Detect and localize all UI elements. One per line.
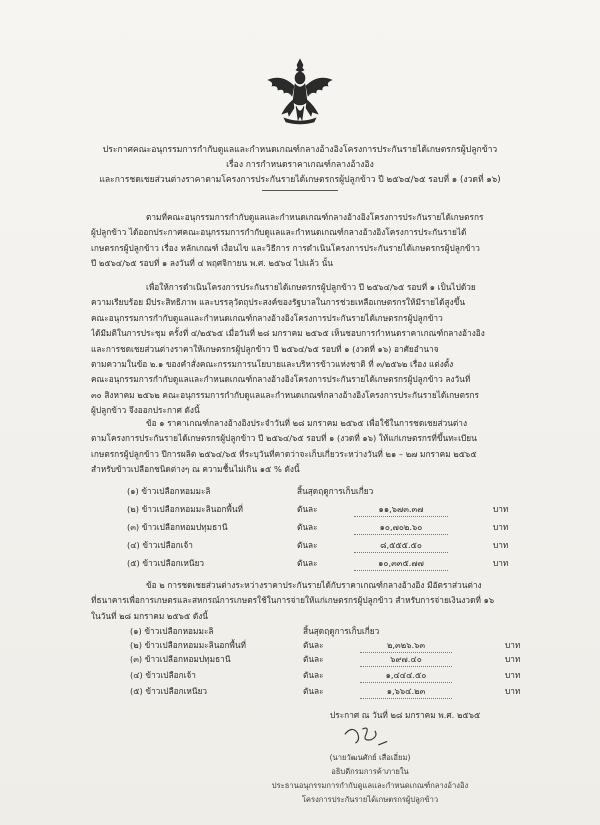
row-number: (๕) [130, 686, 143, 696]
text-line: ผู้ปลูกข้าว จึงออกประกาศ ดังนี้ [91, 405, 200, 416]
text-line: ตามที่คณะอนุกรรมการกำกับดูแลและกำหนดเกณฑ์กลางอ้างอิงโครงการประกันรายได้เกษตรกร [146, 212, 484, 222]
price-value: ๘,๕๕๕.๕๐ [354, 538, 448, 553]
text-line: ข้อ ๒ การชดเชยส่วนต่างระหว่างราคาประกันรายได้กับราคาเกณฑ์กลางอ้างอิง มีอัตราส่วนต่าง [146, 580, 482, 590]
signatory-project: โครงการประกันรายได้เกษตรกรผู้ปลูกข้าว [301, 795, 439, 804]
rice-name: ข้าวเปลือกเจ้า [145, 670, 196, 680]
rice-type [130, 684, 207, 698]
announcement-title: ประกาศคณะอนุกรรมการกำกับดูแลและกำหนดเกณฑ์กลางอ้างอิงโครงการประกันรายได้เกษตรกรผู้ปลูกข้าว [102, 145, 498, 155]
currency: บาท [493, 522, 509, 532]
text-line: ๓๐ สิงหาคม ๒๕๖๒ คณะอนุกรรมการกำกับดูแลและกำหนดเกณฑ์กลางอ้างอิงโครงการประกันรายได้เกษตรกร [91, 389, 479, 400]
price-unit: ตันละ [303, 654, 324, 664]
currency: บาท [493, 504, 509, 514]
price-unit: สิ้นสุดฤดูการเก็บเกี่ยว [303, 626, 380, 636]
price-unit: ตันละ [297, 504, 318, 514]
text-line: ข้อ ๑ ราคาเกณฑ์กลางอ้างอิงประจำวันที่ ๒๘ มกราคม ๒๕๖๕ เพื่อใช้ในการชดเชยส่วนต่าง [146, 418, 468, 428]
text-line: ตามโครงการประกันรายได้เกษตรกรผู้ปลูกข้าว ปี ๒๕๖๔/๖๕ รอบที่ ๑ (งวดที่ ๑๖) ให้แก่เกษตรกรที่ขึ้นทะเบียน [91, 433, 477, 444]
table-row [0, 668, 600, 682]
text-line: ที่ธนาคารเพื่อการเกษตรและสหกรณ์การเกษตรใช้ในการจ่ายให้แก่เกษตรกรผู้ปลูกข้าว สำหรับการจ่ายเงินงวดที่ ๑๖ [91, 595, 495, 606]
price-value: ๑๑,๖๗๓.๓๗ [354, 502, 448, 517]
text-line: เพื่อให้การดำเนินโครงการประกันรายได้เกษตรกรผู้ปลูกข้าว ปี ๒๕๖๔/๖๕ รอบที่ ๑ เป็นไปด้วย [146, 282, 476, 292]
announcement-subject: เรื่อง การกำหนดราคาเกณฑ์กลางอ้างอิง [226, 160, 374, 170]
rice-type: (๓) ข้าวเปลือกหอมปทุมธานี [127, 522, 228, 532]
signatory-title: อธิบดีกรมการค้าภายใน [331, 767, 409, 776]
price-unit: ตันละ [297, 540, 318, 550]
table-row [0, 484, 600, 498]
rice-type: (๔) ข้าวเปลือกเจ้า [127, 540, 193, 550]
handwritten-signature [336, 722, 396, 752]
currency: บาท [505, 640, 521, 650]
price-unit: ตันละ [303, 686, 324, 696]
price-unit: ตันละ [303, 670, 324, 680]
rate-value: ๑,๔๔๔.๕๐ [360, 668, 452, 683]
divider [262, 190, 338, 191]
intro-paragraph [91, 210, 561, 272]
price-value: ๑๐,๓๓๕.๗๗ [354, 556, 448, 571]
table-row [0, 538, 600, 552]
price-unit: ตันละ [297, 522, 318, 532]
rice-type: (๒) ข้าวเปลือกหอมมะลินอกพื้นที่ [127, 504, 243, 514]
table-row [0, 520, 600, 534]
currency: บาท [505, 686, 521, 696]
rice-name: ข้าวเปลือกเหนียว [145, 686, 208, 696]
price-unit: ตันละ [303, 640, 324, 650]
text-line: เกษตรกรผู้ปลูกข้าว ปีการผลิต ๒๕๖๔/๖๕ ที่ระบุวันที่คาดว่าจะเก็บเกี่ยวระหว่างวันที่ ๒๑ – ๒๗ มกราคม ๒๕๖๕ [91, 448, 477, 459]
garuda-emblem [262, 56, 338, 126]
rate-value: ๑,๖๖๔.๒๓ [360, 684, 452, 699]
signatory-name: (นายวัฒนศักย์ เสือเอี่ยม) [329, 753, 411, 762]
text-line: เกษตรกรผู้ปลูกข้าว เรื่อง หลักเกณฑ์ เงื่อนไข และวิธีการ การดำเนินโครงการประกันรายได้เกษตรกรผู้ปลูกข้าว [91, 242, 480, 253]
text-line: ในวันที่ ๒๘ มกราคม ๒๕๖๕ ดังนี้ [91, 610, 208, 621]
text-line: คณะอนุกรรมการกำกับดูแลและกำหนดเกณฑ์กลางอ้างอิงโครงการประกันรายได้เกษตรกรผู้ปลูกข้าว [91, 312, 443, 323]
text-line: ความเรียบร้อย มีประสิทธิภาพ และบรรลุวัตถุประสงค์ของรัฐบาลในการช่วยเหลือเกษตรกรให้มีรายได้สูงขึ้น [91, 297, 466, 308]
rice-type: (๕) ข้าวเปลือกเหนียว [127, 558, 205, 568]
row-number: (๔) [130, 670, 143, 680]
table-row [0, 624, 600, 638]
price-unit: สิ้นสุดฤดูการเก็บเกี่ยว [297, 486, 374, 496]
signatory-role: ประธานอนุกรรมการกำกับดูแลและกำหนดเกณฑ์กลางอ้างอิง [271, 781, 469, 790]
text-line: ผู้ปลูกข้าว ได้ออกประกาศคณะอนุกรรมการกำกับดูแลและกำหนดเกณฑ์กลางอ้างอิงโครงการประกันรายได้ [91, 227, 467, 238]
table-row [0, 556, 600, 570]
rice-type [130, 668, 196, 682]
text-line: ตามความในข้อ ๒.๑ ของคำสั่งคณะกรรมการนโยบายและบริหารข้าวแห่งชาติ ที่ ๓/๒๕๖๒ เรื่อง แต่งตั้ง [91, 359, 454, 370]
currency: บาท [505, 654, 521, 664]
announcement-subject-cont: และการชดเชยส่วนต่างราคาตามโครงการประกันรายได้เกษตรกรผู้ปลูกข้าว ปี ๒๕๖๔/๖๕ รอบที่ ๑ (งวดที่ ๑๖) [99, 175, 501, 185]
table-row [0, 502, 600, 516]
rice-type: (๒) ข้าวเปลือกหอมมะลินอกพื้นที่ [130, 640, 246, 650]
clause-2 [91, 578, 561, 624]
text-line: และการชดเชยส่วนต่างราคาให้เกษตรกรผู้ปลูกข้าว ปี ๒๕๖๔/๖๕ รอบที่ ๑ (งวดที่ ๑๖) อาศัยอำนาจ [91, 343, 439, 354]
currency: บาท [493, 540, 509, 550]
text-line: ปี ๒๕๖๔/๖๕ รอบที่ ๑ ลงวันที่ ๔ พฤศจิกายน พ.ศ. ๒๕๖๔ ไปแล้ว นั้น [91, 258, 333, 269]
rice-type: (๓) ข้าวเปลือกหอมปทุมธานี [130, 654, 231, 664]
clause-1 [91, 416, 561, 478]
price-value: ๑๐,๗๐๒.๖๐ [354, 520, 448, 535]
rice-type: (๑) ข้าวเปลือกหอมมะลิ [127, 486, 211, 496]
table-row [0, 684, 600, 698]
rate-value: ๒,๓๒๖.๖๓ [360, 638, 452, 653]
currency: บาท [493, 558, 509, 568]
announcement-date: ประกาศ ณ วันที่ ๒๘ มกราคม พ.ศ. ๒๕๖๕ [330, 710, 481, 720]
text-line: ได้มีมติในการประชุม ครั้งที่ ๔/๒๕๖๕ เมื่อวันที่ ๒๘ มกราคม ๒๕๖๕ เห็นชอบการกำหนดราคาเกณฑ์กลางอ้างอิง [91, 328, 485, 339]
table-row [0, 652, 600, 666]
table-row [0, 638, 600, 652]
purpose-paragraph [91, 280, 561, 419]
currency: บาท [505, 670, 521, 680]
text-line: สำหรับข้าวเปลือกชนิดต่างๆ ณ ความชื้นไม่เกิน ๑๕ % ดังนี้ [91, 464, 300, 475]
text-line: คณะอนุกรรมการกำกับดูแลและกำหนดเกณฑ์กลางอ้างอิงโครงการประกันรายได้เกษตรกรผู้ปลูกข้าว ลงวันที่ [91, 374, 471, 385]
price-unit: ตันละ [297, 558, 318, 568]
rate-value: ๖๙๗.๔๐ [360, 652, 452, 667]
rice-type: (๑) ข้าวเปลือกหอมมะลิ [130, 626, 214, 636]
